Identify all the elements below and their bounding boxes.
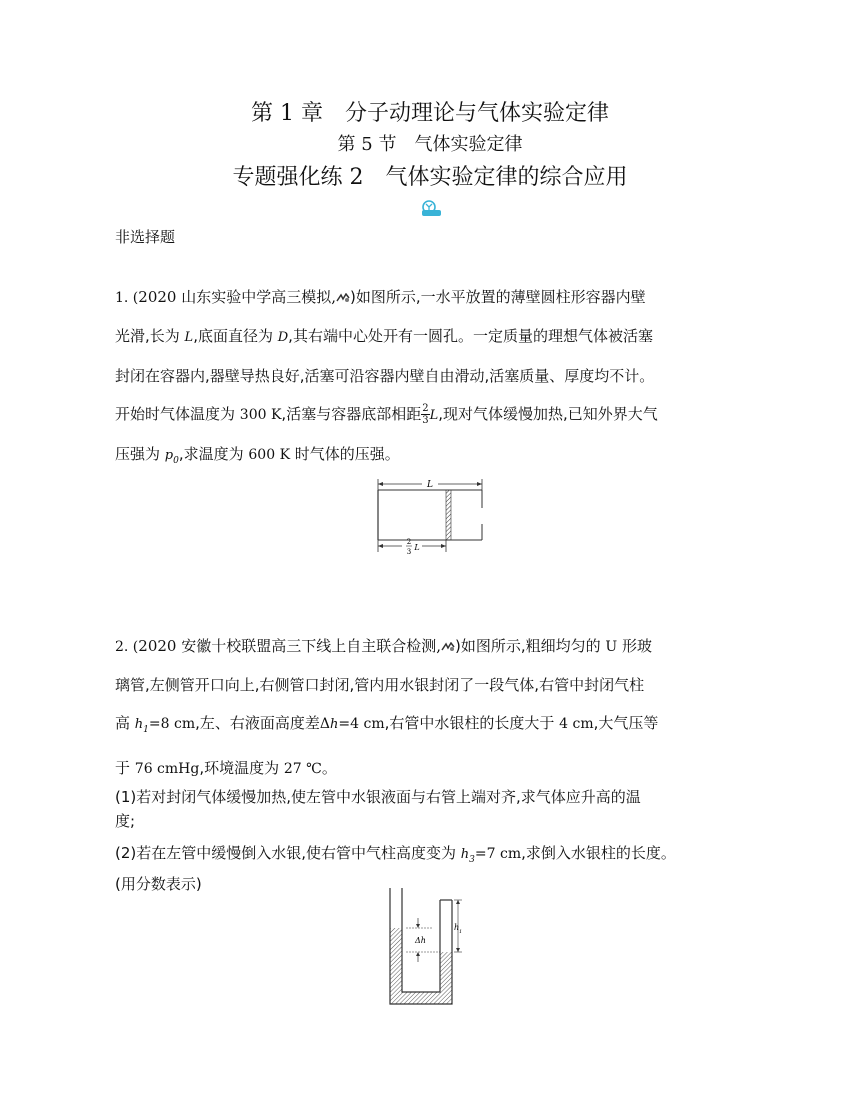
answer-logo-icon bbox=[419, 199, 443, 219]
fig2-h1-sub: 1 bbox=[459, 929, 463, 935]
difficulty-star-icon bbox=[336, 293, 350, 303]
subquestion-2: (2)若在左管中缓慢倒入水银,使右管中气柱高度变为 $h_3=7$ cm,求倒入水银柱的长度。 (用分数表示) bbox=[115, 844, 676, 893]
q2-line-3: 高 $h_1=8$ cm,左、右液面高度差Δh=4 cm,右管中水银柱的长度大于 4 cm,大气压等 bbox=[115, 714, 659, 735]
fig2-h1-label: h bbox=[454, 923, 460, 932]
chapter-title: 第 1 章 分子动理论与气体实验定律 bbox=[251, 101, 609, 126]
section-title: 第 5 节 气体实验定律 bbox=[337, 134, 523, 155]
subquestion-1: (1)若对封闭气体缓慢加热,使左管中水银液面与右管上端对齐,求气体应升高的温 度; bbox=[115, 788, 641, 830]
u-tube-figure bbox=[388, 888, 472, 1008]
q1-line-5: 压强为 $p_0$,求温度为 600 K 时气体的压强。 bbox=[115, 445, 400, 466]
q2-line-1: 2. (2020 安徽十校联盟高三下线上自主联合检测, )如图所示,粗细均匀的 U 形玻 bbox=[115, 637, 652, 655]
cylinder-figure bbox=[374, 476, 489, 562]
fig1-bottom-num: 2 bbox=[406, 538, 412, 546]
question-1 bbox=[115, 278, 755, 480]
fig1-bottom-var: L bbox=[414, 543, 420, 552]
q1-line-1: 1. (2020 山东实验中学高三模拟, )如图所示,一水平放置的薄壁圆柱形容器内壁 bbox=[115, 288, 646, 306]
q1-line-2: 光滑,长为 L,底面直径为 D,其右端中心处开有一圆孔。一定质量的理想气体被活塞 bbox=[115, 327, 653, 345]
fig1-bottom-den: 3 bbox=[406, 548, 412, 556]
piston bbox=[446, 490, 451, 540]
fraction-two-thirds: $\frac{2}{3}$ bbox=[422, 403, 429, 426]
fig1-top-label: L bbox=[427, 480, 433, 490]
q2-line-2: 璃管,左侧管开口向上,右侧管口封闭,管内用水银封闭了一段气体,右管中封闭气柱 bbox=[115, 676, 645, 694]
section-label: 非选择题 bbox=[115, 228, 176, 246]
q2-line-4: 于 76 cmHg,环境温度为 27 ℃。 bbox=[115, 759, 337, 777]
fig2-dh-label: Δh bbox=[415, 936, 426, 945]
q1-line-4: 开始时气体温度为 300 K,活塞与容器底部相距 $\frac{2}{3}$ L,现对气体缓慢加热,已知外界大气 bbox=[115, 403, 658, 426]
q1-line-3: 封闭在容器内,器壁导热良好,活塞可沿容器内壁自由滑动,活塞质量、厚度均不计。 bbox=[115, 367, 655, 385]
question-2 bbox=[115, 627, 755, 788]
topic-title: 专题强化练 2 气体实验定律的综合应用 bbox=[232, 165, 628, 190]
difficulty-star-icon bbox=[441, 642, 455, 652]
